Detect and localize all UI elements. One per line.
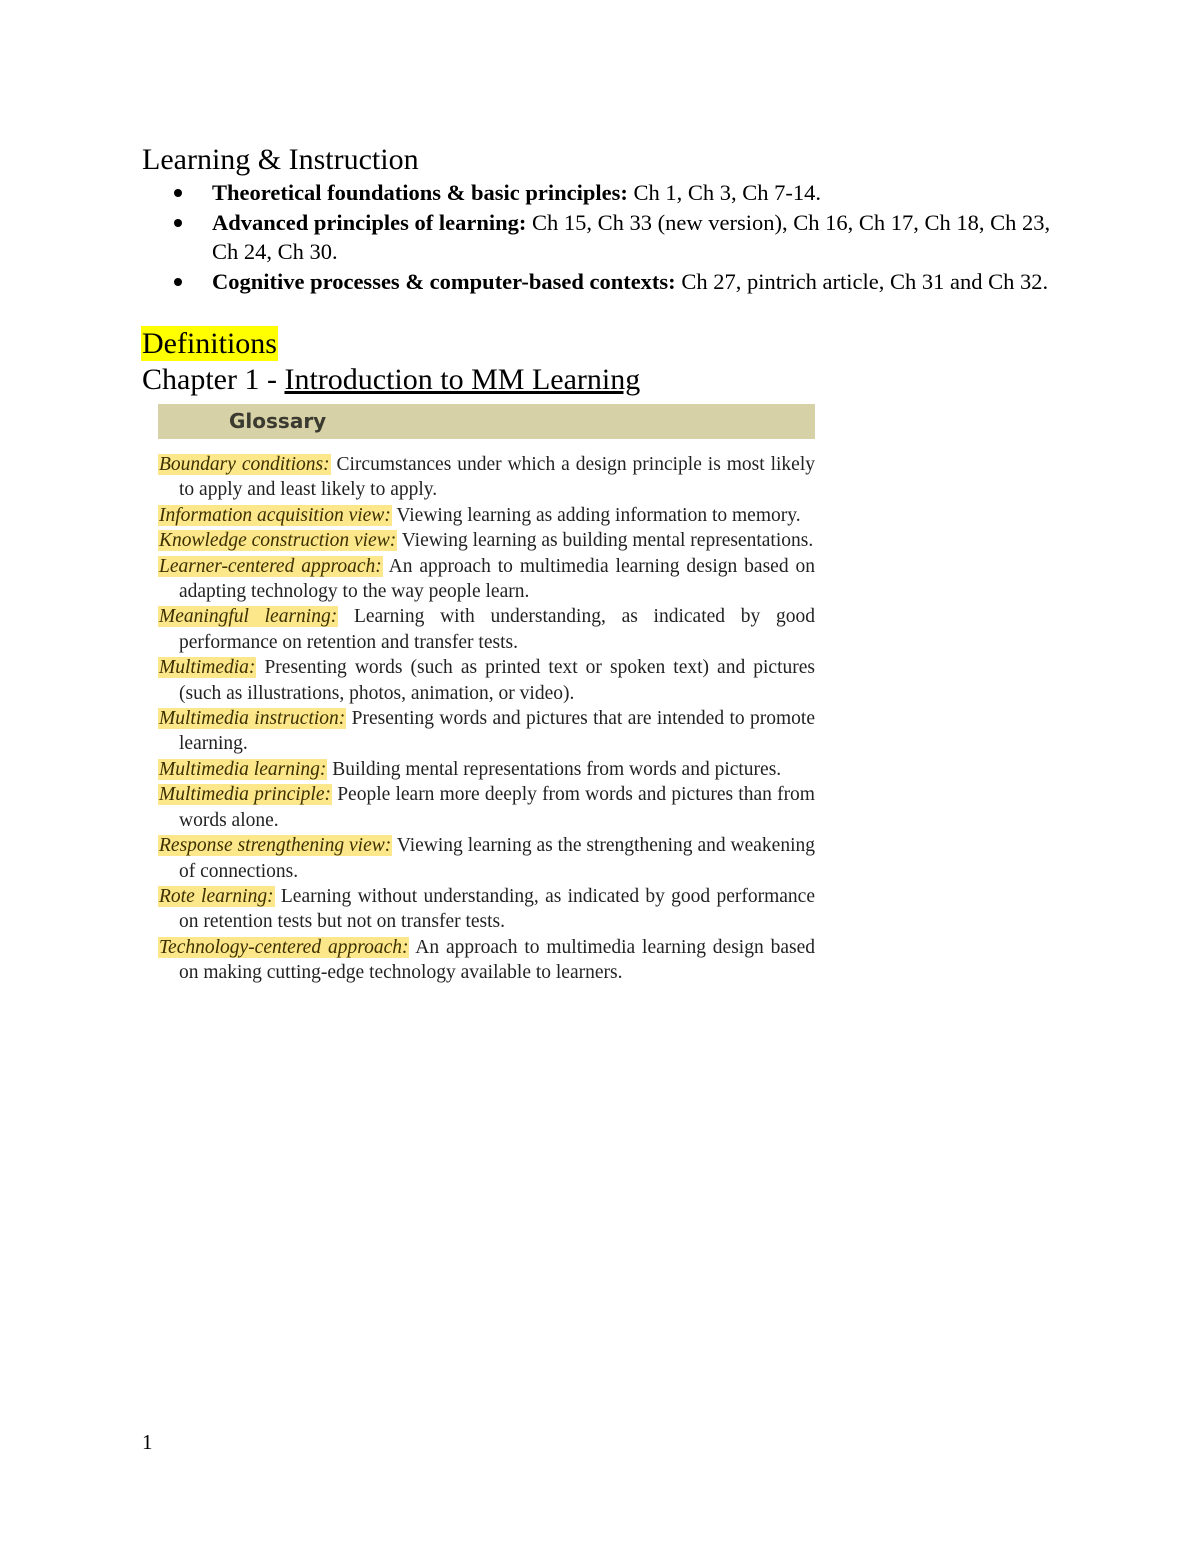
list-item-label: Advanced principles of learning: <box>212 209 527 235</box>
glossary-entry <box>158 554 815 605</box>
glossary-entry <box>158 452 815 503</box>
glossary-definition: Learning with understanding, as indicated by good performance on retention and transfer tests. <box>179 606 815 653</box>
glossary-term: Meaningful learning: <box>159 606 338 628</box>
glossary-definition: People learn more deeply from words and pictures than from words alone. <box>179 784 815 831</box>
list-item-label: Theoretical foundations & basic principles: <box>212 180 628 205</box>
glossary-entry <box>158 528 815 553</box>
glossary-definition: Building mental representations from words and pictures. <box>327 758 782 780</box>
glossary-term: Rote learning: <box>159 885 274 907</box>
glossary-entry <box>158 782 815 833</box>
glossary-definition: An approach to multimedia learning design based on adapting technology to the way people learn. <box>179 555 815 603</box>
glossary-definition: Viewing learning as the strengthening and weakening of connections. <box>179 835 815 882</box>
glossary-image <box>158 404 815 986</box>
page-number: 1 <box>142 1430 153 1454</box>
glossary-definition: Learning without understanding, as indicated by good performance on retention tests but not on transfer tests. <box>179 885 815 933</box>
glossary-term: Multimedia principle: <box>159 784 331 806</box>
glossary-entry <box>158 655 815 706</box>
list-item-text: Ch 15, Ch 33 (new version), Ch 16, Ch 17, Ch 18, Ch 23, Ch 24, Ch 30. <box>212 209 1051 264</box>
glossary-term: Information acquisition view: <box>159 504 391 526</box>
bullet-icon <box>174 219 182 227</box>
glossary-term: Boundary conditions: <box>159 454 330 475</box>
glossary-term: Technology-centered approach: <box>159 936 409 958</box>
list-item <box>142 267 1072 297</box>
list-item-label: Cognitive processes & computer-based contexts: <box>212 268 676 294</box>
glossary-term: Learner-centered approach: <box>159 555 382 577</box>
glossary-term: Response strengthening view: <box>159 835 392 857</box>
glossary-definition: Presenting words and pictures that are intended to promote learning. <box>179 708 815 755</box>
glossary-definition: Presenting words (such as printed text or spoken text) and pictures (such as illustrations, photos, animation, or video). <box>179 657 815 704</box>
glossary-term: Multimedia: <box>159 657 256 679</box>
chapter-title: Introduction to MM Learning <box>284 363 641 396</box>
glossary-term: Knowledge construction view: <box>159 530 397 552</box>
list-item-text: Ch 1, Ch 3, Ch 7-14. <box>627 180 821 205</box>
glossary-definition: Viewing learning as adding information to memory. <box>391 504 801 526</box>
chapter-list <box>142 178 1072 296</box>
glossary-entry <box>158 706 815 757</box>
glossary-entry <box>158 884 815 935</box>
glossary-entries <box>158 452 815 986</box>
glossary-entry <box>158 757 815 782</box>
glossary-definition: Viewing learning as building mental representations. <box>397 530 814 552</box>
glossary-definition: Circumstances under which a design principle is most likely to apply and least likely to apply. <box>179 454 815 501</box>
bullet-icon <box>174 278 182 286</box>
list-item-text: Ch 27, pintrich article, Ch 31 and Ch 32. <box>675 268 1049 294</box>
glossary-entry <box>158 833 815 884</box>
glossary-entry <box>158 604 815 655</box>
chapter-heading <box>142 362 640 398</box>
glossary-term: Multimedia learning: <box>159 758 327 780</box>
glossary-title: Glossary <box>158 404 815 439</box>
glossary-entry <box>158 503 815 528</box>
glossary-definition: An approach to multimedia learning design based on making cutting-edge technology available to learners. <box>179 936 815 984</box>
glossary-entry <box>158 935 815 986</box>
definitions-heading: Definitions <box>142 327 277 360</box>
glossary-term: Multimedia instruction: <box>159 708 346 730</box>
list-item <box>142 208 1072 267</box>
bullet-icon <box>174 189 182 197</box>
chapter-prefix: Chapter 1 - <box>142 363 285 396</box>
list-item <box>142 178 1072 208</box>
document-title: Learning & Instruction <box>142 143 419 176</box>
